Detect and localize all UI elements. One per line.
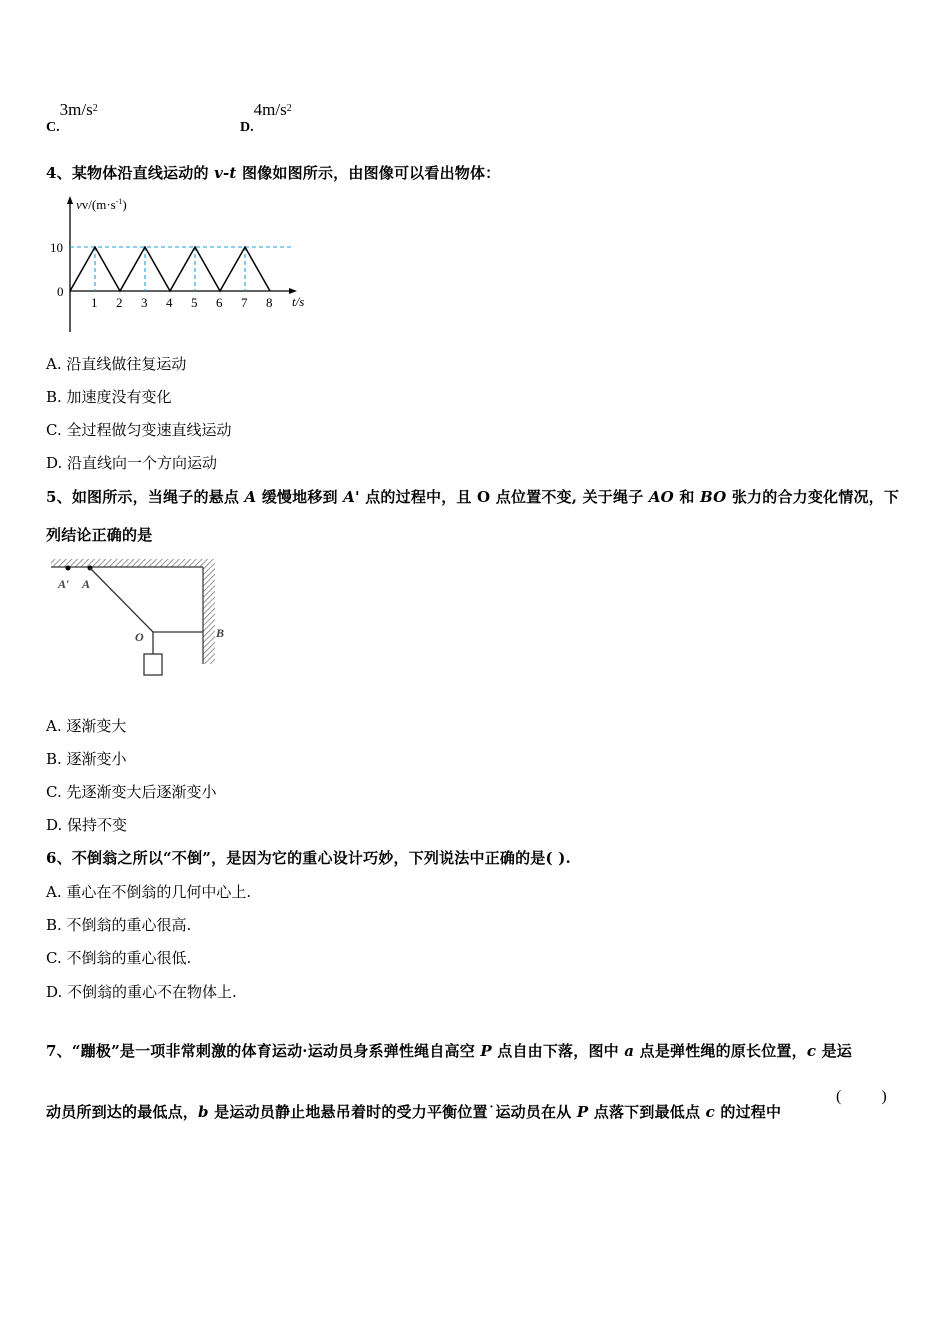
x-tick: 4 bbox=[166, 295, 173, 310]
q5-option-a[interactable]: A. 逐渐变大 bbox=[46, 717, 127, 735]
weight-block bbox=[144, 654, 162, 675]
point-a-prime bbox=[66, 566, 71, 571]
option-d-label: D. bbox=[240, 120, 254, 135]
x-tick: 1 bbox=[91, 295, 98, 310]
q6-option-b[interactable]: B. 不倒翁的重心很高. bbox=[46, 916, 192, 934]
y-axis-label: $vv/(m\cdot s^{-1})$ bbox=[76, 197, 127, 212]
q5-figure bbox=[46, 556, 226, 681]
x-tick-labels bbox=[91, 295, 273, 310]
q4-option-d[interactable]: D. 沿直线向一个方向运动 bbox=[46, 454, 218, 472]
wall bbox=[203, 559, 215, 664]
x-tick: 8 bbox=[266, 295, 273, 310]
origin-label: 0 bbox=[57, 284, 64, 299]
x-tick: 2 bbox=[116, 295, 123, 310]
q4-option-b[interactable]: B. 加速度没有变化 bbox=[46, 388, 172, 406]
q5-stem-line1: 5、如图所示，当绳子的悬点 A 缓慢地移到 A' 点的过程中，且 O 点位置不变, 关于绳子 AO 和 BO 张力的合力变化情况，下 bbox=[46, 488, 900, 506]
q6-stem: 6、不倒翁之所以“不倒”，是因为它的重心设计巧妙，下列说法中正确的是( ). bbox=[46, 849, 571, 867]
y-axis-arrow bbox=[67, 196, 73, 204]
q6-option-c[interactable]: C. 不倒翁的重心很低. bbox=[46, 949, 192, 967]
q5-stem-line2: 列结论正确的是 bbox=[46, 526, 153, 544]
x-tick: 7 bbox=[241, 295, 248, 310]
rope-ao bbox=[90, 568, 153, 632]
q7-answer-bracket[interactable]: ( ) bbox=[836, 1088, 887, 1105]
label-b: B bbox=[216, 626, 225, 640]
option-d-value: $4m/s^2$ bbox=[253, 100, 292, 119]
label-a-prime: A′ bbox=[58, 577, 70, 591]
dashed-verticals bbox=[95, 247, 245, 291]
label-o: O bbox=[135, 630, 144, 644]
option-c-value: $3m/s^2$ bbox=[59, 100, 98, 119]
q5-option-c[interactable]: C. 先逐渐变大后逐渐变小 bbox=[46, 783, 217, 801]
q6-option-d[interactable]: D. 不倒翁的重心不在物体上. bbox=[46, 983, 237, 1001]
q4-option-a[interactable]: A. 沿直线做往复运动 bbox=[46, 355, 187, 373]
q5-option-b[interactable]: B. 逐渐变小 bbox=[46, 750, 127, 768]
y-tick-10: 10 bbox=[50, 240, 63, 255]
x-tick: 3 bbox=[141, 295, 148, 310]
label-a: A bbox=[82, 577, 91, 591]
x-tick: 5 bbox=[191, 295, 198, 310]
option-c[interactable] bbox=[46, 100, 98, 135]
option-d[interactable] bbox=[240, 100, 292, 135]
q6-option-a[interactable]: A. 重心在不倒翁的几何中心上. bbox=[46, 883, 252, 901]
x-tick: 6 bbox=[216, 295, 223, 310]
q4-option-c[interactable]: C. 全过程做匀变速直线运动 bbox=[46, 421, 232, 439]
q7-stem-line1: 7、“蹦极”是一项非常刺激的体育运动·运动员身系弹性绳自高空 P 点自由下落，图中 a 点是弹性绳的原长位置，c 是运 bbox=[46, 1042, 852, 1060]
q4-var: v-t bbox=[214, 164, 237, 182]
option-c-label: C. bbox=[46, 120, 60, 135]
ceiling bbox=[51, 559, 215, 567]
q7-stem-line2: 动员所到达的最低点，b 是运动员静止地悬吊着时的受力平衡位置˙运动员在从 P 点落下到最低点 c 的过程中 bbox=[46, 1103, 782, 1121]
x-axis-label: t/s bbox=[292, 294, 305, 309]
q5-option-d[interactable]: D. 保持不变 bbox=[46, 816, 128, 834]
q4-stem: 4、某物体沿直线运动的 v-t 图像如图所示，由图像可以看出物体： bbox=[46, 164, 501, 182]
vt-curve bbox=[70, 247, 270, 291]
vt-chart bbox=[46, 192, 316, 337]
